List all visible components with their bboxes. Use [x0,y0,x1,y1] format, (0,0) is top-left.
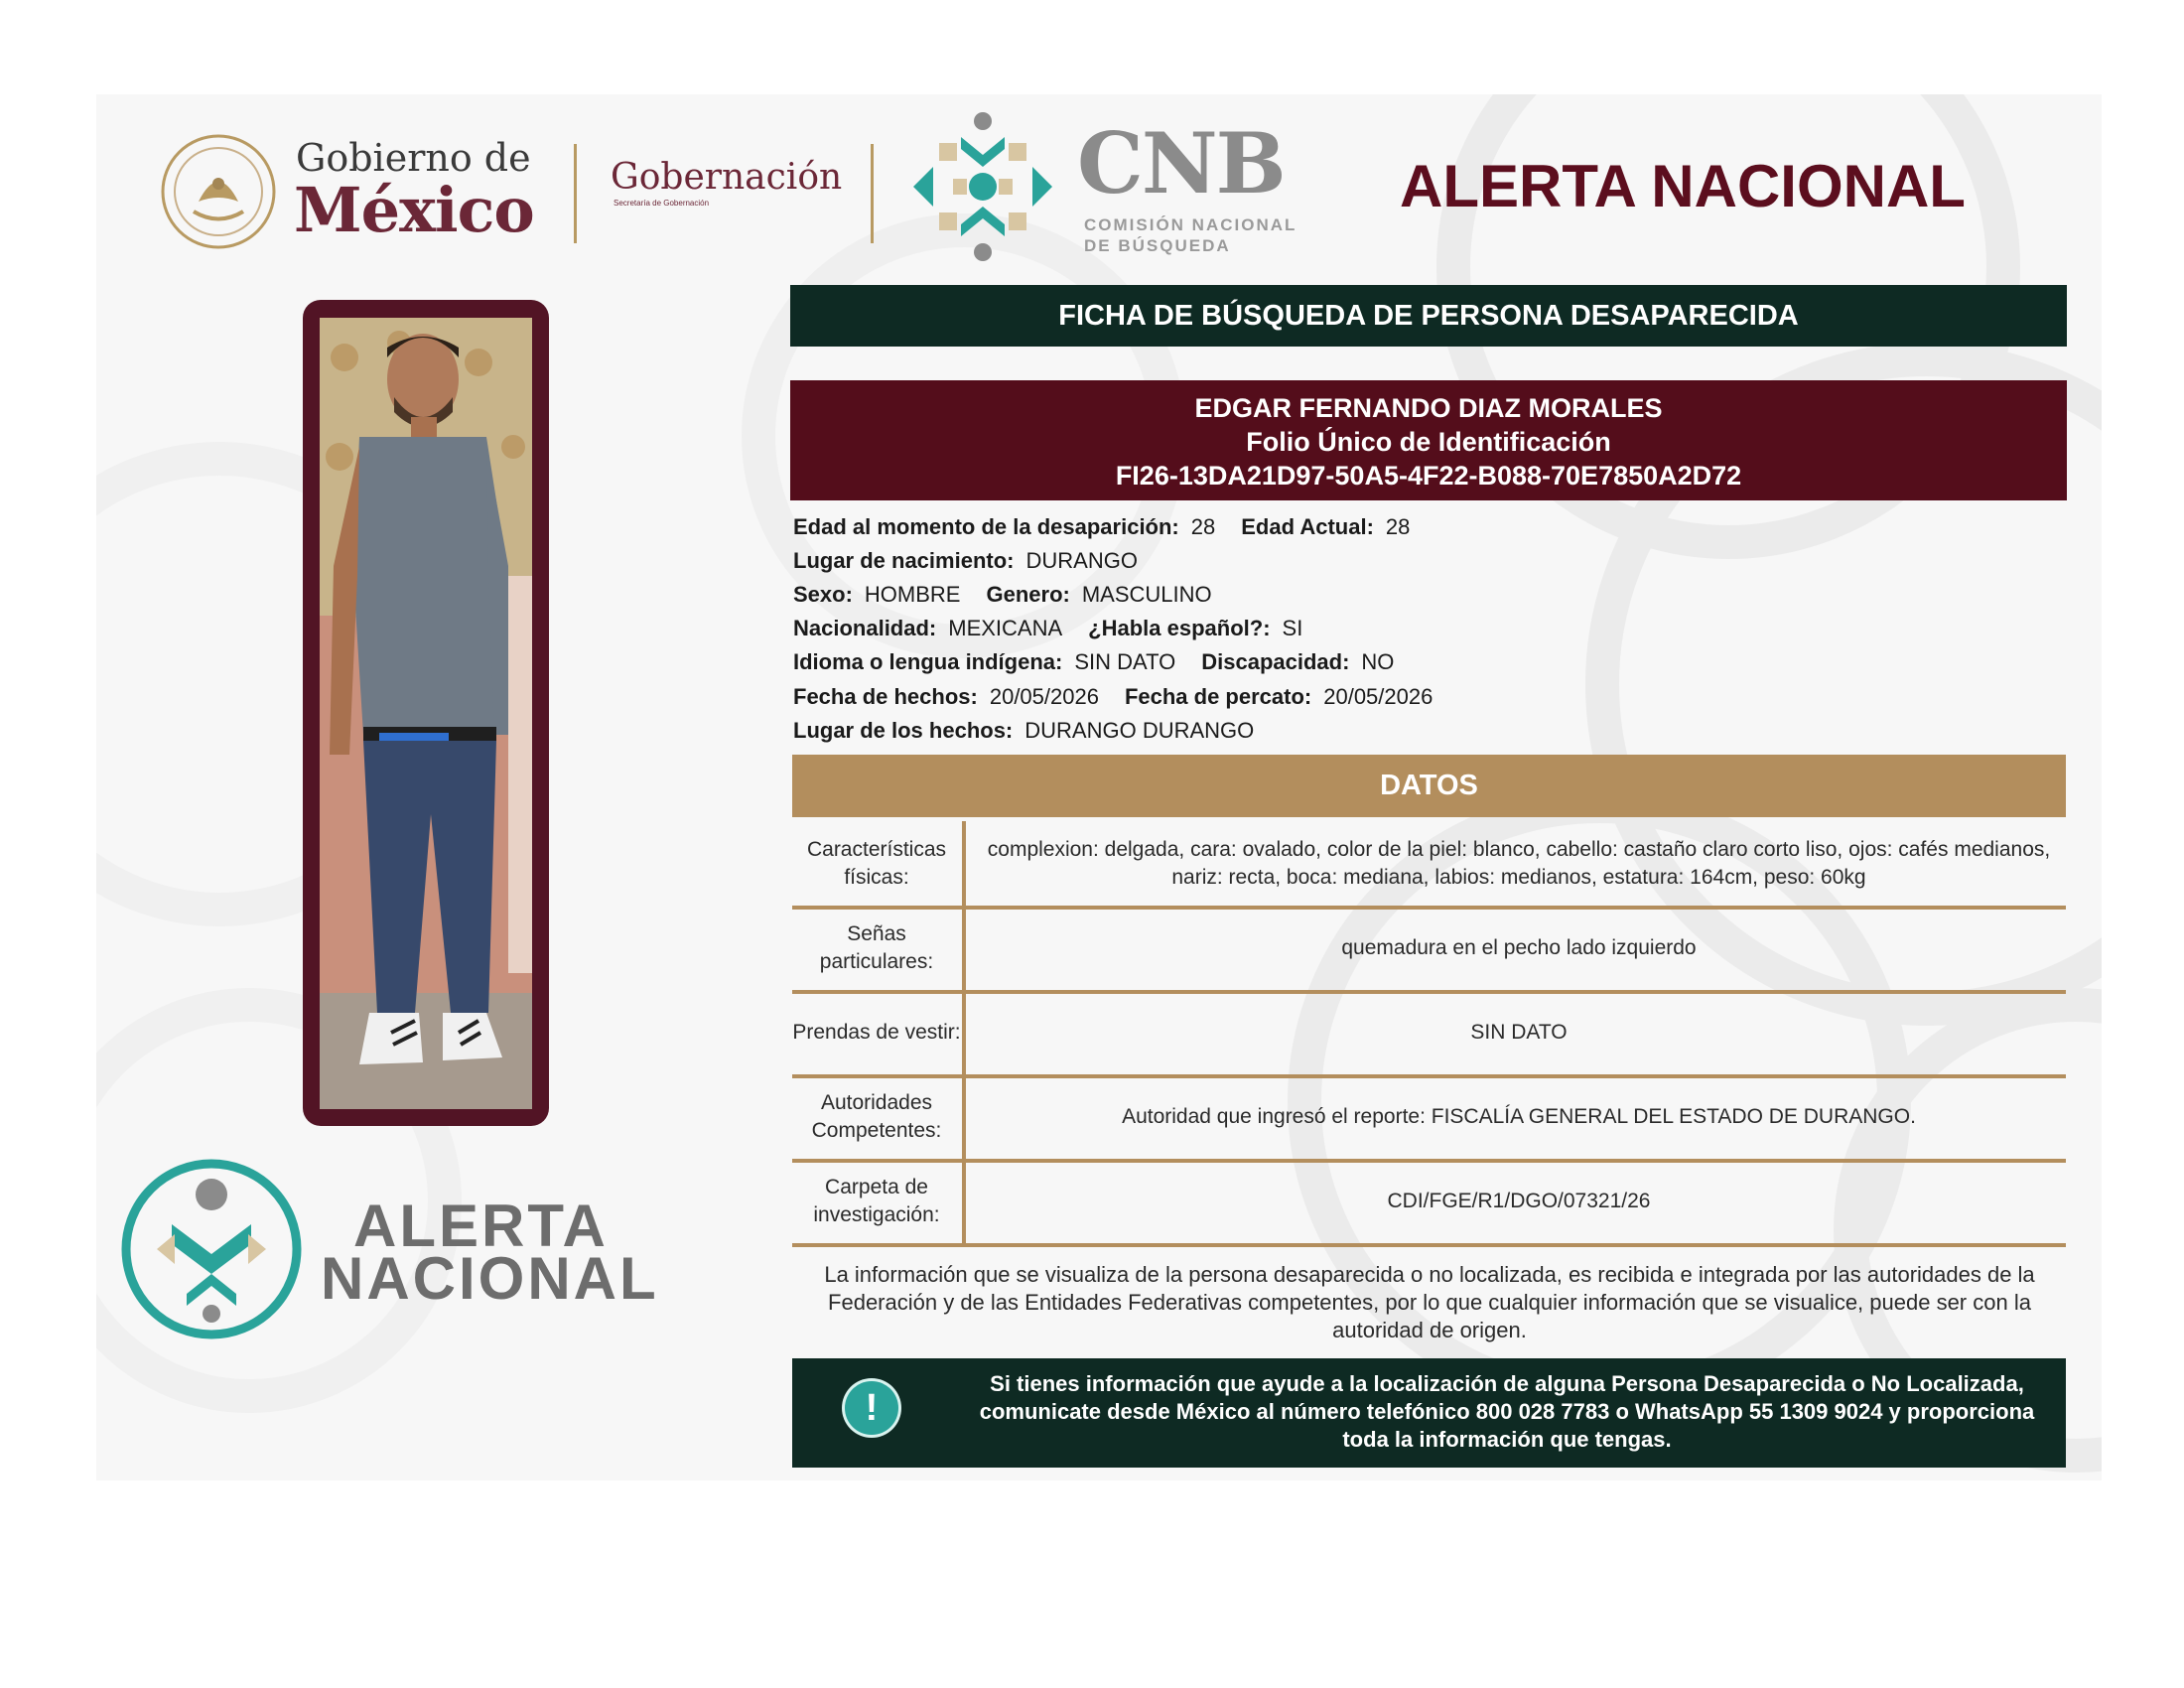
datos-row-label: Carpeta de investigación: [813,1175,940,1226]
datos-row [792,821,2066,910]
disclaimer-text: La información que se visualiza de la persona desaparecida o no localizada, es recibida e integrada por las autoridades de la Federación y de las Entidades Federativas competentes, por lo que cualquier información que se visualice, puede ser con la autoridad de origen. [824,1262,2035,1342]
datos-row-label: Autoridades Competentes: [811,1090,942,1142]
warning-icon: ! [845,1381,898,1435]
mexico-text: México [294,174,534,246]
datos-row [792,1159,2066,1247]
ficha-title-bar: FICHA DE BÚSQUEDA DE PERSONA DESAPARECIDA [790,285,2067,347]
gobernacion-subtext: Secretaría de Gobernación [614,199,710,208]
info-row: Fecha de hechos: 20/05/2026 Fecha de percato: 20/05/2026 [793,684,1433,709]
datos-row-divider [962,906,966,994]
contact-message: Si tienes información que ayude a la localización de alguna Persona Desaparecida o No Localizada, comunicate desde México al número telefónico 800 028 7783 o WhatsApp 55 1309 9024 y proporciona toda la información que tengas. [979,1371,2035,1452]
header-divider [871,144,874,243]
alerta-nacional-heading: ALERTA NACIONAL [1400,153,1966,219]
alerta-nacional-logo-icon [117,1155,306,1343]
datos-row [792,990,2066,1078]
person-name: EDGAR FERNANDO DIAZ MORALES [1194,393,1663,423]
info-row: Idioma o lengua indígena: SIN DATO Discapacidad: NO [793,649,1395,674]
datos-row-value: Autoridad que ingresó el reporte: FISCALÍA GENERAL DEL ESTADO DE DURANGO. [1122,1104,1916,1128]
datos-row [792,1074,2066,1163]
cnb-title: CNB [1077,114,1285,212]
datos-row-divider [962,990,966,1078]
datos-row-divider [962,821,966,910]
cnb-subtitle: COMISIÓN NACIONAL DE BÚSQUEDA [1084,215,1297,255]
datos-row-label: Características físicas: [806,837,947,889]
datos-row-value: CDI/FGE/R1/DGO/07321/26 [1387,1189,1651,1212]
folio-label: Folio Único de Identificación [1246,427,1611,457]
datos-row-label: Prendas de vestir: [792,1020,961,1044]
logo-alerta-text: ALERTA [353,1193,609,1259]
datos-row-value: SIN DATO [1470,1020,1568,1044]
datos-header: DATOS [792,755,2066,817]
datos-row-value: quemadura en el pecho lado izquierdo [1341,935,1697,959]
info-row: Sexo: HOMBRE Genero: MASCULINO [793,582,1212,607]
logo-nacional-text: NACIONAL [321,1245,659,1312]
gobierno-de-text: Gobierno de [296,136,531,180]
mexico-seal-icon [159,132,278,251]
info-row: Lugar de los hechos: DURANGO DURANGO [793,718,1255,743]
datos-row-divider [962,1074,966,1163]
datos-row [792,906,2066,994]
contact-banner [792,1358,2066,1468]
gobernacion-text: Gobernación [611,157,843,198]
cnb-logo-icon [903,107,1062,266]
datos-row-label: Señas particulares: [819,921,934,973]
datos-row-divider [962,1159,966,1247]
info-row: Nacionalidad: MEXICANA ¿Habla español?: SI [793,616,1303,640]
person-photo [320,318,532,1109]
person-header [790,380,2067,500]
info-row: Lugar de nacimiento: DURANGO [793,548,1138,573]
folio-value: FI26-13DA21D97-50A5-4F22-B088-70E7850A2D72 [1115,461,1742,491]
header-divider [574,144,577,243]
datos-row-value: complexion: delgada, cara: ovalado, color de la piel: blanco, cabello: castaño claro corto liso, ojos: cafés medianos, nariz: recta, boca: mediana, labios: medianos, estatura: 164cm, peso: 60kg [987,837,2051,889]
info-row: Edad al momento de la desaparición: 28 Edad Actual: 28 [793,514,1411,539]
